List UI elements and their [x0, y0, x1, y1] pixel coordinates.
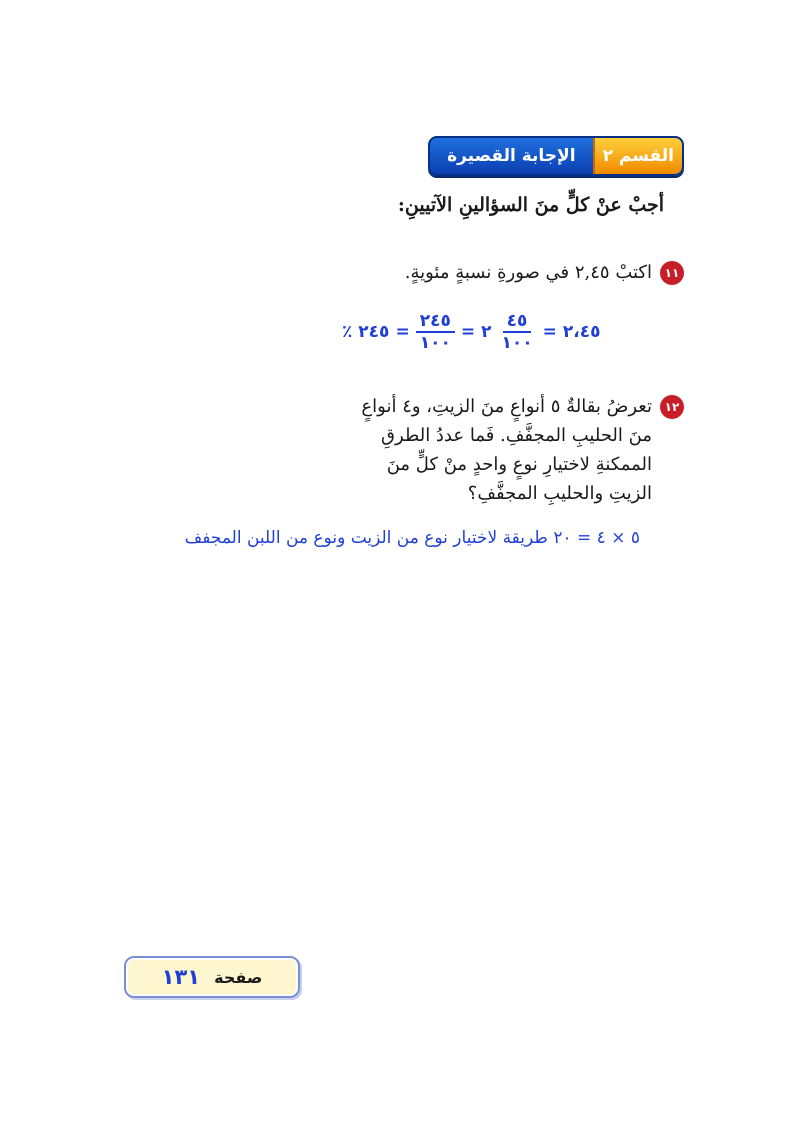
answer-11-equation	[342, 304, 600, 360]
question-number-badge: ١٢	[660, 395, 684, 419]
fraction	[497, 311, 536, 353]
fraction-denominator: ١٠٠	[419, 333, 451, 353]
fraction	[416, 311, 455, 353]
equals-sign: =	[460, 322, 476, 342]
fraction-numerator: ٢٤٥	[416, 311, 455, 333]
answer-12-text: ٥ × ٤ = ٢٠ طريقة لاختيار نوع من الزيت ونوع من اللبن المجفف	[184, 528, 640, 548]
question-number-badge: ١١	[660, 261, 684, 285]
fraction-numerator: ٤٥	[503, 311, 532, 333]
equals-sign: =	[542, 322, 557, 342]
page-label: صفحة	[214, 967, 263, 987]
section-banner	[428, 136, 684, 176]
instruction-text: أجبْ عنْ كلٍّ منَ السؤالينِ الآتيينِ:	[397, 194, 664, 216]
fraction-denominator: ١٠٠	[501, 333, 533, 353]
question-text: اكتبْ ٢,٤٥ في صورةِ نسبةٍ مئويةٍ.	[404, 262, 652, 283]
answer-result: ٪ ٢٤٥	[342, 322, 390, 342]
question-11	[405, 258, 684, 287]
equals-sign: =	[395, 322, 410, 342]
decimal-value: ٢،٤٥	[562, 322, 601, 342]
page-number-box	[124, 956, 300, 998]
question-text: تعرضُ بقالةٌ ٥ أنواعٍ منَ الزيتِ، و٤ أنواعٍ منَ الحليبِ المجفَّفِ. فَما عددُ الطرقِ الممكنةِ لاختيارِ نوعٍ واحدٍ منْ كلٍّ منَ الزيتِ والحليبِ المجفَّفِ؟	[361, 396, 652, 504]
page-number: ١٣١	[161, 965, 201, 989]
question-12	[352, 392, 684, 508]
section-tag: القسم ٢	[593, 138, 682, 174]
section-title: الإجابة القصيرة	[447, 146, 576, 166]
mixed-whole: ٢	[481, 322, 492, 342]
